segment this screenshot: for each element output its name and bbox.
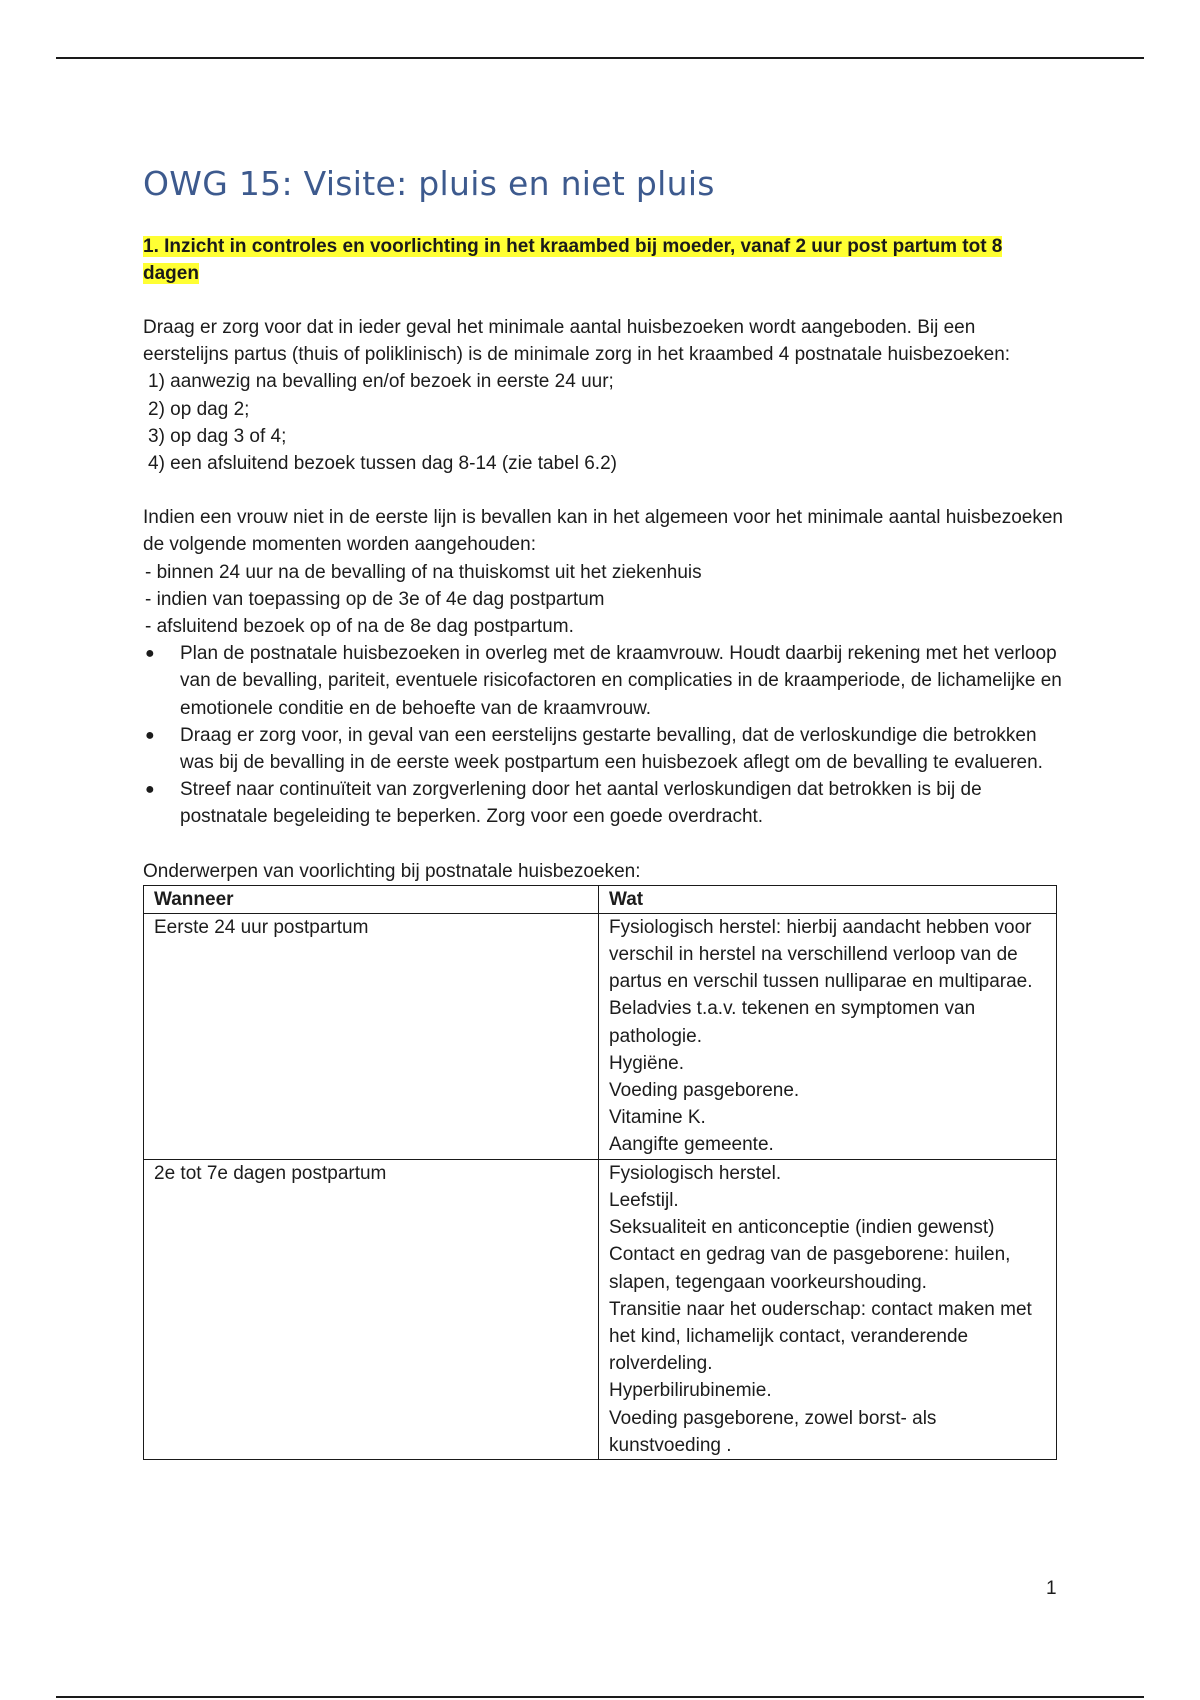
- topics-table: [143, 885, 1057, 1460]
- topic-line: Vitamine K.: [609, 1107, 706, 1129]
- topic-line: Beladvies t.a.v. tekenen en symptomen van pathologie.: [609, 998, 976, 1047]
- moment-list: [143, 559, 1063, 641]
- topic-line: Hyperbilirubinemie.: [609, 1380, 772, 1402]
- bullet-item: [143, 722, 1063, 776]
- topic-line: Aangifte gemeente.: [609, 1134, 774, 1156]
- bullet-item: [143, 776, 1063, 830]
- topic-line: Contact en gedrag van de pasgeborene: huilen, slapen, tegengaan voorkeurshouding.: [609, 1244, 1011, 1293]
- visit-list: [143, 368, 1063, 477]
- column-header-what: Wat: [599, 885, 1057, 913]
- topic-line: Voeding pasgeborene, zowel borst- als kunstvoeding .: [609, 1407, 937, 1456]
- topic-line: Fysiologisch herstel: hierbij aandacht hebben voor verschil in herstel na verschillend verloop van de partus en verschil tussen nulliparae en multiparae.: [609, 916, 1033, 993]
- cell-when: Eerste 24 uur postpartum: [144, 913, 599, 1159]
- list-item: 1) aanwezig na bevalling en/of bezoek in eerste 24 uur;: [148, 371, 614, 393]
- table-row: [144, 913, 1057, 1159]
- cell-what: [599, 913, 1057, 1159]
- bullet-icon: ●: [145, 726, 155, 744]
- list-item: 3) op dag 3 of 4;: [148, 425, 287, 447]
- topic-line: Hygiëne.: [609, 1052, 684, 1074]
- topic-line: Leefstijl.: [609, 1189, 679, 1211]
- bullet-item: [143, 640, 1063, 722]
- cell-when: 2e tot 7e dagen postpartum: [144, 1159, 599, 1459]
- list-item: - afsluitend bezoek op of na de 8e dag postpartum.: [145, 616, 574, 638]
- topic-line: Seksualiteit en anticonceptie (indien gewenst): [609, 1217, 995, 1239]
- intro-paragraph: Draag er zorg voor dat in ieder geval het minimale aantal huisbezoeken wordt aangeboden. Bij een eerstelijns partus (thuis of poliklinisch) is de minimale zorg in het kraambed 4 postnatale huisbezoeken:: [143, 317, 1011, 366]
- footer-rule: [56, 1696, 1144, 1698]
- page-title: OWG 15: Visite: pluis en niet pluis: [143, 164, 715, 203]
- bullet-text: Draag er zorg voor, in geval van een eerstelijns gestarte bevalling, dat de verloskundige die betrokken was bij de bevalling in de eerste week postpartum een huisbezoek aflegt om de bevalling te evalueren.: [180, 724, 1043, 774]
- document-page: [143, 162, 1063, 1460]
- bullet-text: Plan de postnatale huisbezoeken in overleg met de kraamvrouw. Houdt daarbij rekening met het verloop van de bevalling, pariteit, eventuele risicofactoren en complicaties in de kraamperiode, de lichamelijke en emotionele conditie en de behoefte van de kraamvrouw.: [180, 643, 1062, 719]
- bullet-icon: ●: [145, 645, 155, 663]
- page-number: 1: [1046, 1578, 1057, 1599]
- table-header-row: [144, 885, 1057, 913]
- topic-line: Transitie naar het ouderschap: contact maken met het kind, lichamelijk contact, veranderende rolverdeling.: [609, 1298, 1032, 1375]
- list-item: - binnen 24 uur na de bevalling of na thuiskomst uit het ziekenhuis: [145, 561, 702, 583]
- list-item: 2) op dag 2;: [148, 398, 250, 420]
- bullet-list: [143, 640, 1063, 830]
- list-item: - indien van toepassing op de 3e of 4e dag postpartum: [145, 588, 605, 610]
- bullet-text: Streef naar continuïteit van zorgverlening door het aantal verloskundigen dat betrokken is bij de postnatale begeleiding te beperken. Zorg voor een goede overdracht.: [180, 779, 982, 828]
- section-heading: [143, 234, 1043, 287]
- list-item: 4) een afsluitend bezoek tussen dag 8-14 (zie tabel 6.2): [148, 453, 617, 475]
- cell-what: [599, 1159, 1057, 1459]
- table-caption: Onderwerpen van voorlichting bij postnatale huisbezoeken:: [143, 860, 641, 882]
- bullet-icon: ●: [145, 781, 155, 799]
- table-row: [144, 1159, 1057, 1459]
- column-header-when: Wanneer: [144, 885, 599, 913]
- header-rule: [56, 57, 1144, 59]
- highlighted-heading-text: 1. Inzicht in controles en voorlichting in het kraambed bij moeder, vanaf 2 uur post partum tot 8 dagen: [143, 236, 1003, 284]
- second-line-paragraph: Indien een vrouw niet in de eerste lijn is bevallen kan in het algemeen voor het minimale aantal huisbezoeken de volgende momenten worden aangehouden:: [143, 507, 1063, 556]
- topic-line: Voeding pasgeborene.: [609, 1080, 800, 1102]
- topic-line: Fysiologisch herstel.: [609, 1162, 782, 1184]
